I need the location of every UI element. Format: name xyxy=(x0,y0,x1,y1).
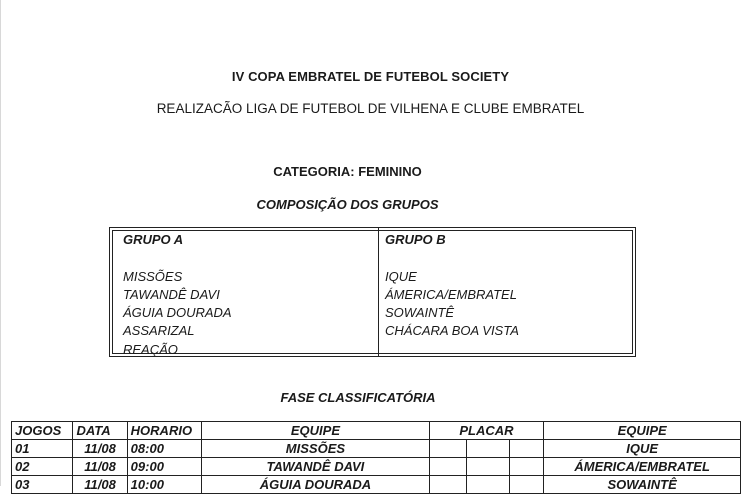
cell-horario: 08:00 xyxy=(127,440,202,458)
cell-jogo: 03 xyxy=(12,476,73,494)
header-equipe-2: EQUIPE xyxy=(544,422,741,440)
cell-equipe-2: SOWAINTÊ xyxy=(544,476,741,494)
cell-placar-2[interactable] xyxy=(510,440,544,458)
header-jogos: JOGOS xyxy=(12,422,73,440)
group-b-team: SOWAINTÊ xyxy=(385,305,455,321)
table-header-row xyxy=(12,422,741,440)
cell-placar-x xyxy=(466,476,510,494)
cell-equipe-1: TAWANDÊ DAVI xyxy=(202,458,429,476)
document-title: IV COPA EMBRATEL DE FUTEBOL SOCIETY xyxy=(231,69,510,84)
cell-placar-x xyxy=(466,440,510,458)
cell-equipe-2: IQUE xyxy=(544,440,741,458)
cell-horario: 10:00 xyxy=(127,476,202,494)
table-row xyxy=(12,458,741,476)
group-b-column xyxy=(378,228,637,356)
cell-equipe-2: ÁMERICA/EMBRATEL xyxy=(544,458,741,476)
games-table xyxy=(11,421,741,494)
cell-data: 11/08 xyxy=(73,458,127,476)
group-a-column xyxy=(110,228,378,356)
cell-horario: 09:00 xyxy=(127,458,202,476)
composition-heading: COMPOSIÇÃO DOS GRUPOS xyxy=(256,197,439,212)
phase-heading: FASE CLASSIFICATÓRIA xyxy=(280,390,436,405)
document-subtitle: REALIZACÃO LIGA DE FUTEBOL DE VILHENA E CLUBE EMBRATEL xyxy=(156,101,585,116)
header-horario: HORARIO xyxy=(127,422,202,440)
group-b-team: IQUE xyxy=(385,268,417,284)
cell-placar-1[interactable] xyxy=(429,440,466,458)
groups-box xyxy=(109,227,636,357)
group-a-team: MISSÕES xyxy=(123,268,183,284)
header-placar: PLACAR xyxy=(429,422,544,440)
cell-placar-2[interactable] xyxy=(510,476,544,494)
group-a-title: GRUPO A xyxy=(123,232,184,247)
group-b-team: ÁMERICA/EMBRATEL xyxy=(385,286,517,302)
category-heading: CATEGORIA: FEMININO xyxy=(273,164,422,179)
cell-data: 11/08 xyxy=(73,440,127,458)
cell-jogo: 02 xyxy=(12,458,73,476)
cell-placar-1[interactable] xyxy=(429,458,466,476)
header-data: DATA xyxy=(73,422,127,440)
cell-jogo: 01 xyxy=(12,440,73,458)
cell-placar-2[interactable] xyxy=(510,458,544,476)
table-row xyxy=(12,476,741,494)
header-equipe-1: EQUIPE xyxy=(202,422,429,440)
group-a-team: REAÇÃO xyxy=(123,341,178,357)
group-a-team: TAWANDÊ DAVI xyxy=(123,286,220,302)
table-row xyxy=(12,440,741,458)
cell-equipe-1: MISSÕES xyxy=(202,440,429,458)
cell-data: 11/08 xyxy=(73,476,127,494)
group-a-team: ASSARIZAL xyxy=(123,323,195,339)
cell-placar-x xyxy=(466,458,510,476)
group-b-title: GRUPO B xyxy=(385,232,446,247)
group-a-team: ÁGUIA DOURADA xyxy=(123,305,232,321)
cell-equipe-1: ÁGUIA DOURADA xyxy=(202,476,429,494)
group-b-team: CHÁCARA BOA VISTA xyxy=(385,323,519,339)
cell-placar-1[interactable] xyxy=(429,476,466,494)
